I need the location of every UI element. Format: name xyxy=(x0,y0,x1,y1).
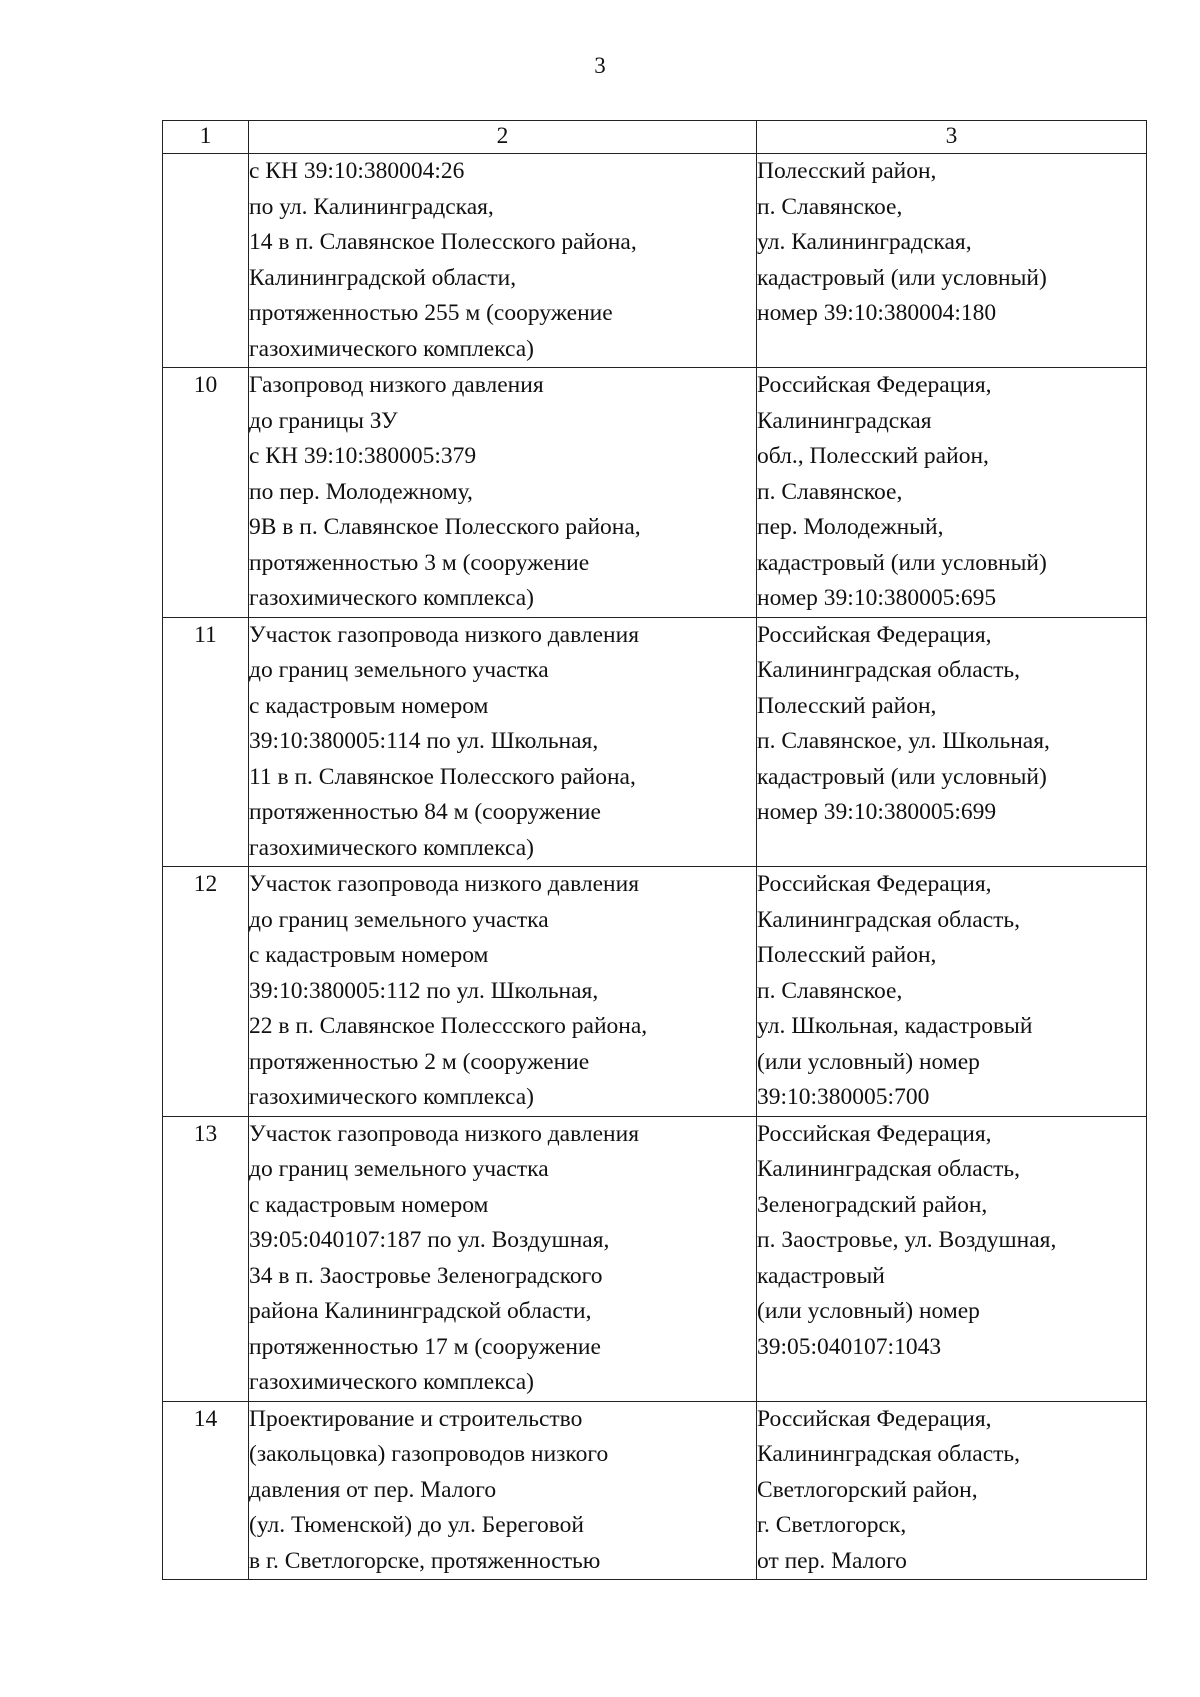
location-line: Полесский район, xyxy=(757,692,937,719)
description-line: 22 в п. Славянское Полессского района, xyxy=(249,1013,648,1039)
table-row xyxy=(163,368,1147,618)
description-line: 39:05:040107:187 по ул. Воздушная, xyxy=(249,1227,610,1253)
object-location xyxy=(757,154,1147,368)
location-line: кадастровый (или условный) xyxy=(757,549,1047,576)
location-line: (или условный) номер xyxy=(757,1048,980,1075)
description-line: протяженностью 84 м (сооружение xyxy=(249,799,601,825)
location-line: кадастровый (или условный) xyxy=(757,264,1047,291)
location-line: 39:10:380005:700 xyxy=(757,1084,930,1110)
table-row xyxy=(163,1401,1147,1580)
table-row xyxy=(163,1116,1147,1401)
object-description xyxy=(249,617,757,867)
location-line: Российская Федерация, xyxy=(757,372,992,398)
location-line: (или условный) номер xyxy=(757,1298,980,1324)
description-line: протяженностью 17 м (сооружение xyxy=(249,1333,601,1360)
description-line: давления от пер. Малого xyxy=(249,1476,497,1503)
description-line: до границ земельного участка xyxy=(249,657,549,683)
location-line: Калининградская область, xyxy=(757,1156,1020,1182)
description-line: протяженностью 255 м (сооружение xyxy=(249,300,613,326)
location-line: Российская Федерация, xyxy=(757,871,992,897)
location-line: г. Светлогорск, xyxy=(757,1512,907,1538)
table-row xyxy=(163,154,1147,368)
description-line: района Калининградской области, xyxy=(249,1298,592,1324)
location-line: номер 39:10:380005:695 xyxy=(757,585,997,611)
description-line: протяженностью 2 м (сооружение xyxy=(249,1048,590,1075)
description-line: Калининградской области, xyxy=(249,264,517,291)
description-line: 14 в п. Славянское Полесского района, xyxy=(249,229,637,255)
description-line: газохимического комплекса) xyxy=(249,335,535,362)
description-line: (ул. Тюменской) до ул. Береговой xyxy=(249,1512,584,1538)
location-line: кадастровый (или условный) xyxy=(757,763,1047,790)
location-line: п. Заостровье, ул. Воздушная, xyxy=(757,1227,1057,1253)
location-line: Российская Федерация, xyxy=(757,621,992,648)
header-cell-3: 3 xyxy=(757,121,1147,154)
row-number: 12 xyxy=(163,867,249,1117)
location-line: Калининградская область, xyxy=(757,1441,1020,1467)
object-location xyxy=(757,1401,1147,1580)
location-line: обл., Полесский район, xyxy=(757,443,989,469)
row-number xyxy=(163,154,249,368)
description-line: по пер. Молодежному, xyxy=(249,478,473,505)
description-line: до границы ЗУ xyxy=(249,407,398,434)
location-line: от пер. Малого xyxy=(757,1547,907,1574)
description-line: газохимического комплекса) xyxy=(249,834,535,861)
location-line: Калининградская xyxy=(757,407,932,434)
description-line: протяженностью 3 м (сооружение xyxy=(249,549,590,576)
description-line: 34 в п. Заостровье Зеленоградского xyxy=(249,1262,603,1289)
location-line: п. Славянское, xyxy=(757,478,903,505)
objects-table xyxy=(162,120,1147,1580)
header-cell-2: 2 xyxy=(249,121,757,154)
location-line: ул. Школьная, кадастровый xyxy=(757,1013,1033,1039)
description-line: Проектирование и строительство xyxy=(249,1405,583,1432)
page-number: 3 xyxy=(594,53,606,78)
row-number: 11 xyxy=(163,617,249,867)
location-line: п. Славянское, xyxy=(757,193,903,220)
object-location xyxy=(757,1116,1147,1401)
location-line: номер 39:10:380004:180 xyxy=(757,300,997,326)
location-line: Российская Федерация, xyxy=(757,1120,992,1147)
header-cell-1: 1 xyxy=(163,121,249,154)
location-line: номер 39:10:380005:699 xyxy=(757,799,997,825)
description-line: 11 в п. Славянское Полесского района, xyxy=(249,763,636,790)
object-location xyxy=(757,368,1147,618)
location-line: Полесский район, xyxy=(757,942,937,968)
description-line: с КН 39:10:380005:379 xyxy=(249,443,477,469)
object-location xyxy=(757,867,1147,1117)
description-line: по ул. Калининградская, xyxy=(249,193,494,220)
row-number: 14 xyxy=(163,1401,249,1580)
description-line: 39:10:380005:112 по ул. Школьная, xyxy=(249,977,599,1004)
location-line: пер. Молодежный, xyxy=(757,514,944,540)
description-line: с КН 39:10:380004:26 xyxy=(249,158,465,184)
description-line: с кадастровым номером xyxy=(249,692,489,719)
description-line: (закольцовка) газопроводов низкого xyxy=(249,1441,609,1467)
description-line: 9В в п. Славянское Полесского района, xyxy=(249,514,641,540)
location-line: Зеленоградский район, xyxy=(757,1191,988,1218)
object-description xyxy=(249,154,757,368)
description-line: в г. Светлогорске, протяженностью xyxy=(249,1547,601,1574)
description-line: газохимического комплекса) xyxy=(249,1084,535,1110)
description-line: Участок газопровода низкого давления xyxy=(249,871,640,897)
table-header-row xyxy=(163,121,1147,154)
object-description xyxy=(249,368,757,618)
object-description xyxy=(249,867,757,1117)
location-line: Полесский район, xyxy=(757,158,937,184)
table-row xyxy=(163,867,1147,1117)
description-line: газохимического комплекса) xyxy=(249,585,535,611)
location-line: п. Славянское, ул. Школьная, xyxy=(757,728,1050,754)
description-line: до границ земельного участка xyxy=(249,906,549,933)
object-description xyxy=(249,1116,757,1401)
location-line: Светлогорский район, xyxy=(757,1476,978,1503)
location-line: Российская Федерация, xyxy=(757,1405,992,1432)
description-line: с кадастровым номером xyxy=(249,1191,489,1218)
location-line: ул. Калининградская, xyxy=(757,229,972,255)
location-line: Калининградская область, xyxy=(757,657,1020,683)
object-description xyxy=(249,1401,757,1580)
location-line: 39:05:040107:1043 xyxy=(757,1333,942,1360)
description-line: газохимического комплекса) xyxy=(249,1369,535,1395)
location-line: кадастровый xyxy=(757,1262,885,1289)
description-line: Участок газопровода низкого давления xyxy=(249,1120,640,1147)
object-location xyxy=(757,617,1147,867)
description-line: до границ земельного участка xyxy=(249,1156,549,1182)
location-line: Калининградская область, xyxy=(757,906,1020,933)
description-line: Газопровод низкого давления xyxy=(249,372,544,398)
table-row xyxy=(163,617,1147,867)
row-number: 10 xyxy=(163,368,249,618)
description-line: 39:10:380005:114 по ул. Школьная, xyxy=(249,728,599,754)
row-number: 13 xyxy=(163,1116,249,1401)
location-line: п. Славянское, xyxy=(757,977,903,1004)
description-line: Участок газопровода низкого давления xyxy=(249,621,640,648)
description-line: с кадастровым номером xyxy=(249,942,489,968)
